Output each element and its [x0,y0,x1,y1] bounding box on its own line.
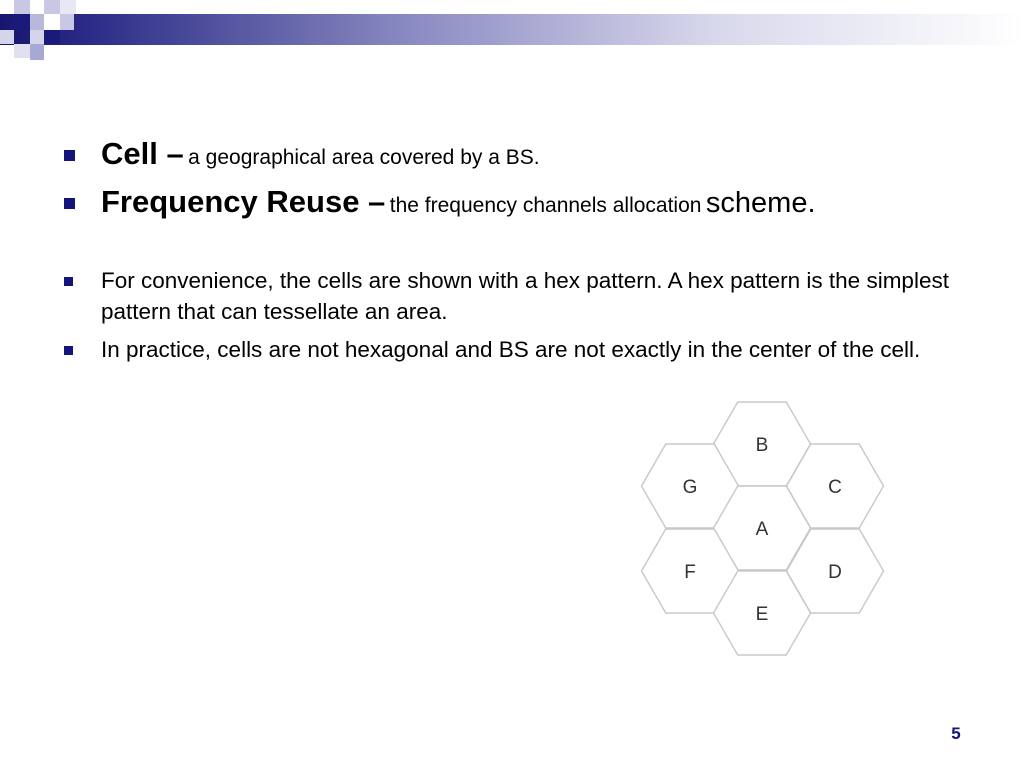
bullet-item-frequency-reuse [64,184,964,224]
term-label: Cell – [101,136,184,171]
square-bullet-icon [64,277,73,286]
definition-text-large: scheme. [705,187,816,219]
definition-text: a geographical area covered by a BS. [188,146,540,169]
bullet-text: In practice, cells are not hexagonal and BS are not exactly in the center of the cell. [101,337,921,362]
hex-cell-label-c: C [828,477,842,498]
hex-cell-label-b: B [755,435,769,456]
hex-cell-diagram [638,400,888,660]
hex-cell-label-a: A [755,519,769,540]
square-bullet-icon [64,198,75,209]
bullet-text [101,136,964,172]
bullet-item-in-practice [64,334,964,398]
definition-text: the frequency channels allocation [389,194,702,217]
square-bullet-icon [64,346,73,355]
bullet-item-cell [64,136,964,176]
square-bullet-icon [64,150,75,161]
bullet-text: For convenience, the cells are shown with a hex pattern. A hex pattern is the simplest pattern that can tessellate an area. [101,268,949,324]
bullet-text [101,184,964,220]
hex-cell-label-g: G [682,477,698,498]
hex-cell-label-d: D [828,562,842,583]
page-number: 5 [951,724,961,743]
bullet-item-hex-pattern [64,265,964,329]
hex-cell-label-e: E [755,604,769,625]
hex-cell-label-f: F [684,562,696,583]
term-label: Frequency Reuse – [101,184,386,219]
